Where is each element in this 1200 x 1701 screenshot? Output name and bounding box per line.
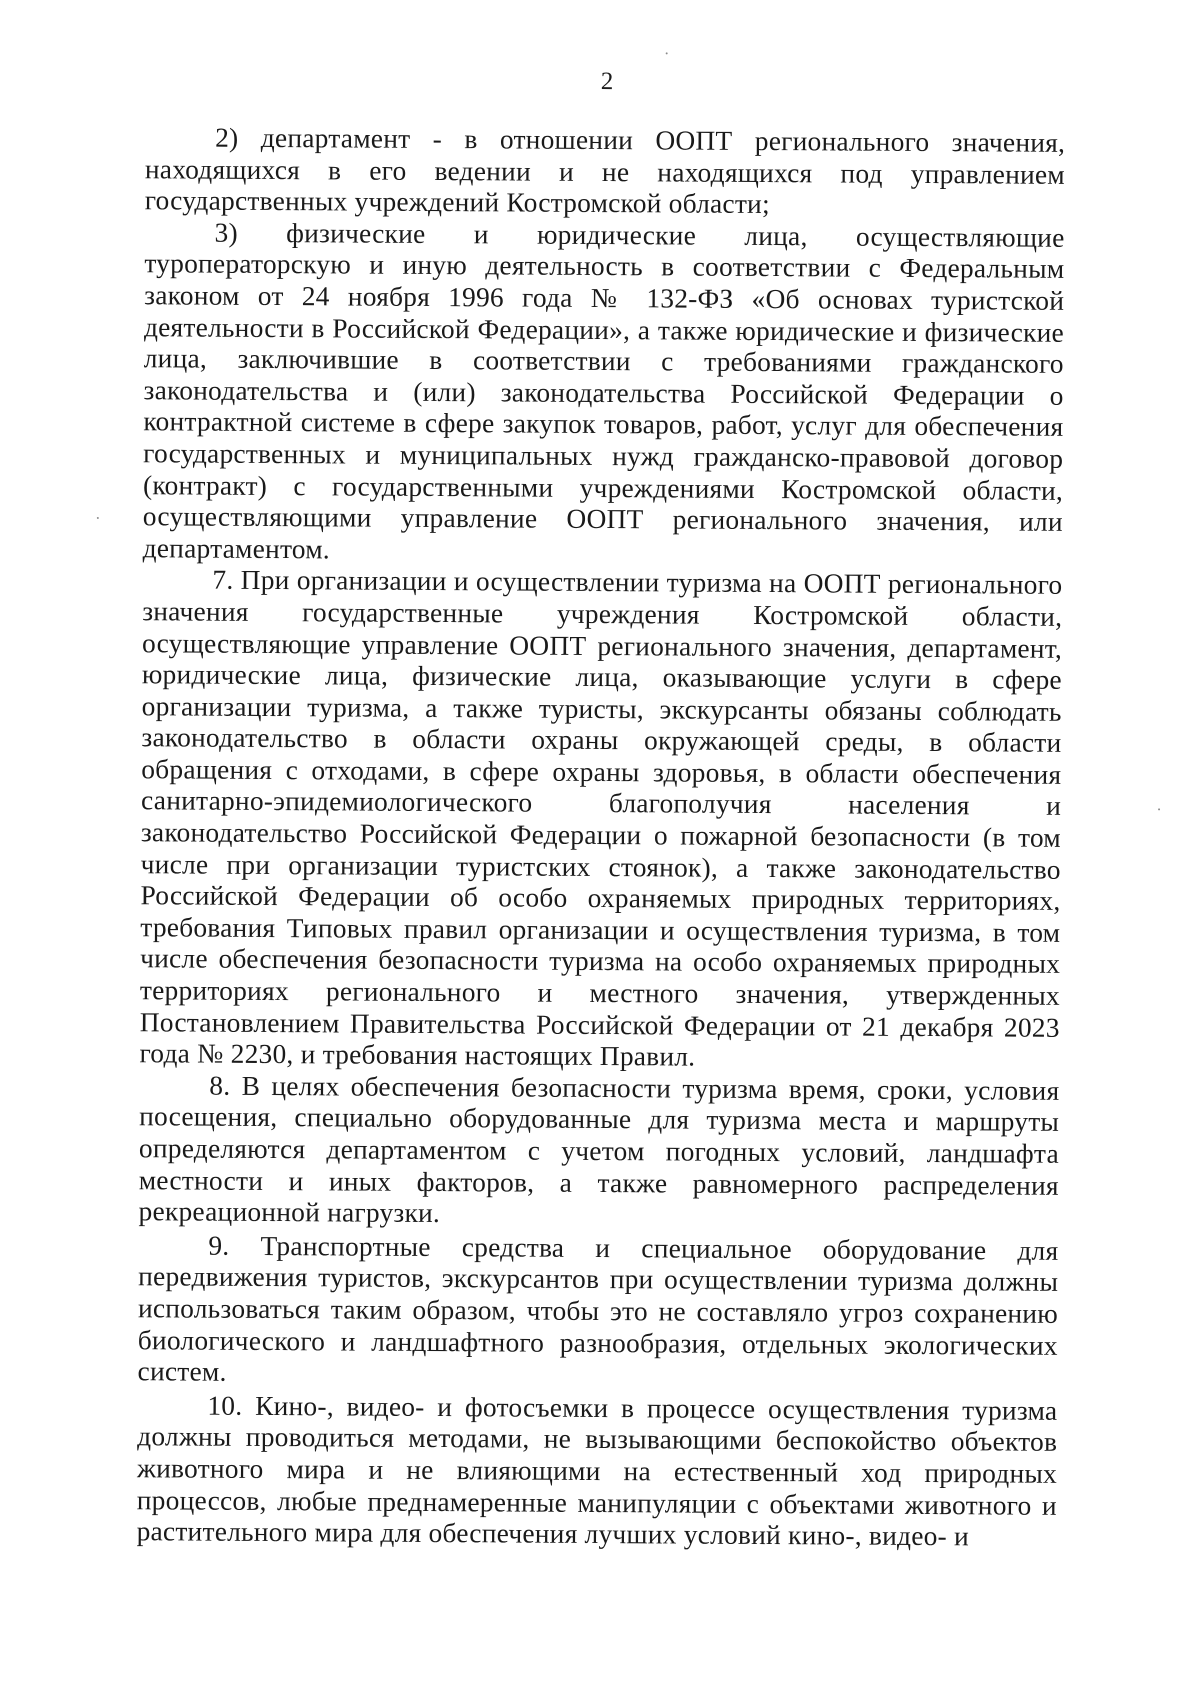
scan-speck [666,52,668,54]
paragraph-7: 7. При организации и осуществлении туризма на ООПТ регионального значения государственные учреждения Костромской области, осуществляющие управление ООПТ регионального значения, департамент, юридические лица, физические лица, оказывающие услуги в сфере организации туризма, а также туристы, экскурсанты обязаны соблюдать законодательство в области охраны окружающей среды, в области обращения с отходами, в сфере охраны здоровья, в области обеспечения санитарно-эпидемиологического благополучия населения и законодательство Российской Федерации о пожарной безопасности (в том числе при организации туристских стоянок), а также законодательство Российской Федерации об особо охраняемых природных территориях, требования Типовых правил организации и осуществления туризма, в том числе обеспечения безопасности туризма на особо охраняемых природных территориях регионального и местного значения, утвержденных Постановлением Правительства Российской Федерации от 21 декабря 2023 года № 2230, и требования настоящих Правил. [139,564,1063,1072]
paragraph-9: 9. Транспортные средства и специальное оборудование для передвижения туристов, экскурсантов при осуществлении туризма должны использоваться таким образом, чтобы это не составляло угроз сохранению биологического и ландшафтного разнообразия, отдельных экологических систем. [137,1230,1059,1387]
paragraph-10: 10. Кино-, видео- и фотосъемки в процессе осуществления туризма должны проводиться методами, не вызывающими беспокойство объектов животного мира и не влияющими на естественный ход природных процессов, любые преднамеренные манипуляции с объектами животного и растительного мира для обеспечения лучших условий кино-, видео- и [136,1390,1058,1552]
paragraph-8: 8. В целях обеспечения безопасности туризма время, сроки, условия посещения, специально оборудованные для туризма места и маршруты определяются департаментом с учетом погодных условий, ландшафта местности и иных факторов, а также равномерного распределения рекреационной нагрузки. [138,1070,1060,1229]
page-number: 2 [600,68,614,96]
paragraph-item-3: 3) физические и юридические лица, осуществляющие туроператорскую и иную деятельность в соответствии с Федеральным законом от 24 ноября 1996 года № 132-ФЗ «Об основах туристской деятельности в Российской Федерации», а также юридические и физические лица, заключившие в соответствии с требованиями гражданского законодательства и (или) законодательства Российской Федерации о контрактной системе в сфере закупок товаров, работ, услуг для обеспечения государственных и муниципальных нужд гражданско-правовой договор (контракт) с государственными учреждениями Костромской области, осуществляющими управление ООПТ регионального значения, или департаментом. [142,217,1065,565]
scan-speck [1158,808,1160,810]
scan-speck [97,517,99,519]
paragraph-item-2: 2) департамент - в отношении ООПТ регионального значения, находящихся в его ведении и не находящихся под управлением государственных учреждений Костромской области; [144,122,1066,220]
document-body [137,122,1066,1553]
